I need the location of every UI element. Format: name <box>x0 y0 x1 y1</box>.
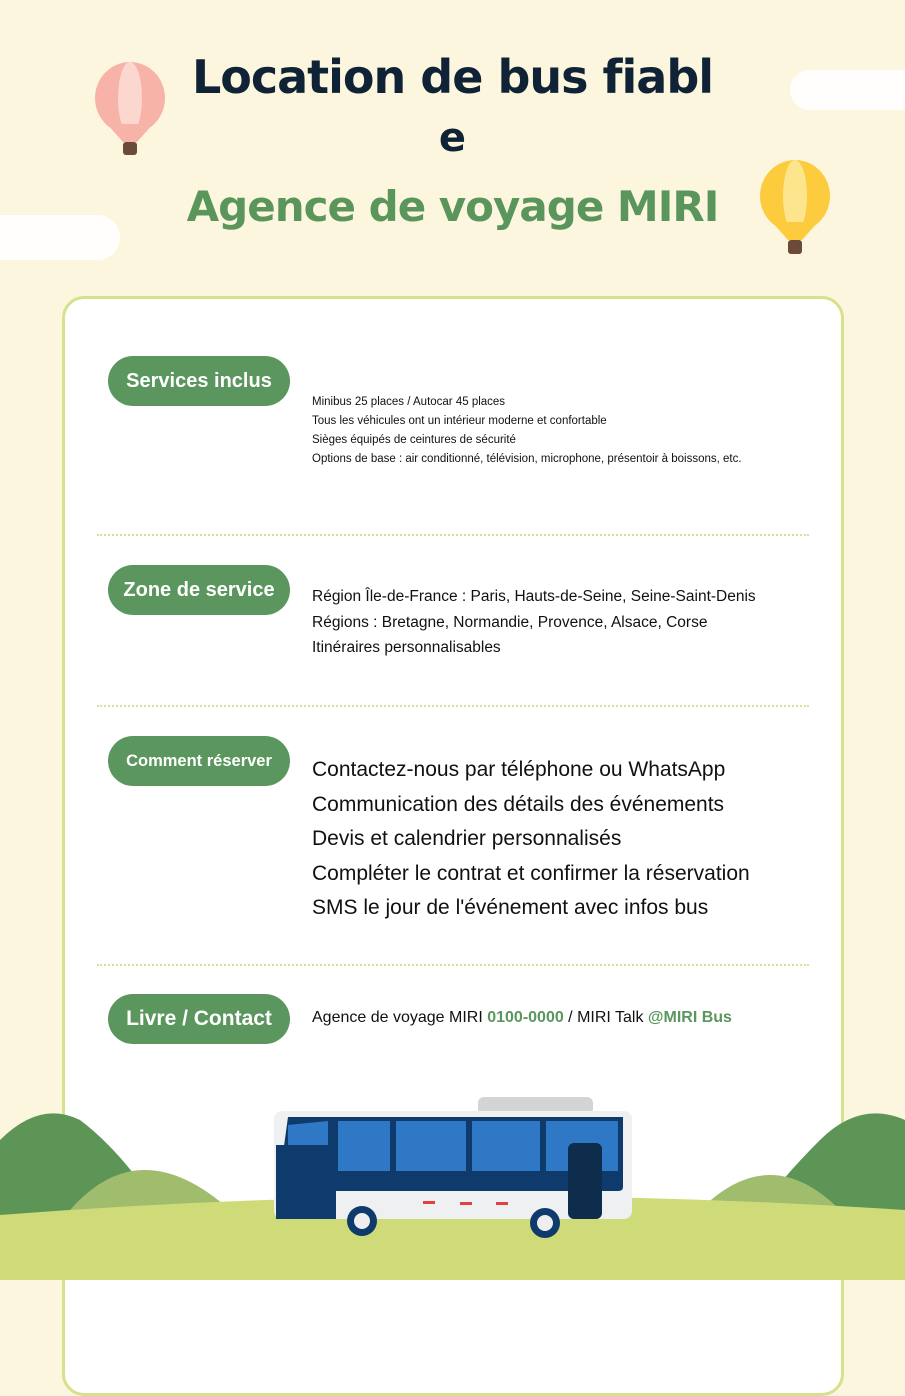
text-line: Sièges équipés de ceintures de sécurité <box>312 434 516 446</box>
services-text <box>312 393 742 469</box>
booking-text <box>312 753 750 926</box>
divider <box>97 534 809 536</box>
page-title: Location de bus fiabl <box>191 50 714 104</box>
text-line: Régions : Bretagne, Normandie, Provence, Alsace, Corse <box>312 613 708 631</box>
contact-prefix: Agence de voyage MIRI <box>312 1009 488 1026</box>
text-line: SMS le jour de l'événement avec infos bus <box>312 896 709 919</box>
text-line: Itinéraires personnalisables <box>312 639 501 656</box>
section-label-zone: Zone de service <box>108 565 290 615</box>
text-line: Région Île-de-France : Paris, Hauts-de-Seine, Seine-Saint-Denis <box>312 588 756 605</box>
phone-number[interactable]: 0100-0000 <box>487 1009 564 1026</box>
text-line: Compléter le contrat et confirmer la réservation <box>312 861 750 885</box>
section-label-booking: Comment réserver <box>108 736 290 786</box>
page-title-continued: e <box>438 115 467 161</box>
text-line: Options de base : air conditionné, télévision, microphone, présentoir à boissons, etc. <box>312 453 742 465</box>
divider <box>97 964 809 966</box>
talk-handle[interactable]: @MIRI Bus <box>647 1009 732 1026</box>
zone-text <box>312 584 756 661</box>
page-subtitle: Agence de voyage MIRI <box>186 182 719 231</box>
divider <box>97 705 809 707</box>
section-label-contact: Livre / Contact <box>108 994 290 1044</box>
text-line: Contactez-nous par téléphone ou WhatsApp <box>312 758 726 781</box>
text-line: Devis et calendrier personnalisés <box>312 827 622 850</box>
section-label-services: Services inclus <box>108 356 290 406</box>
contact-text <box>312 1009 732 1027</box>
text-line: Communication des détails des événements <box>312 792 725 816</box>
bus-illustration <box>268 1095 636 1240</box>
text-line: Tous les véhicules ont un intérieur moderne et confortable <box>312 415 607 427</box>
text-line: Minibus 25 places / Autocar 45 places <box>312 396 506 408</box>
contact-middle: / MIRI Talk <box>563 1009 648 1026</box>
